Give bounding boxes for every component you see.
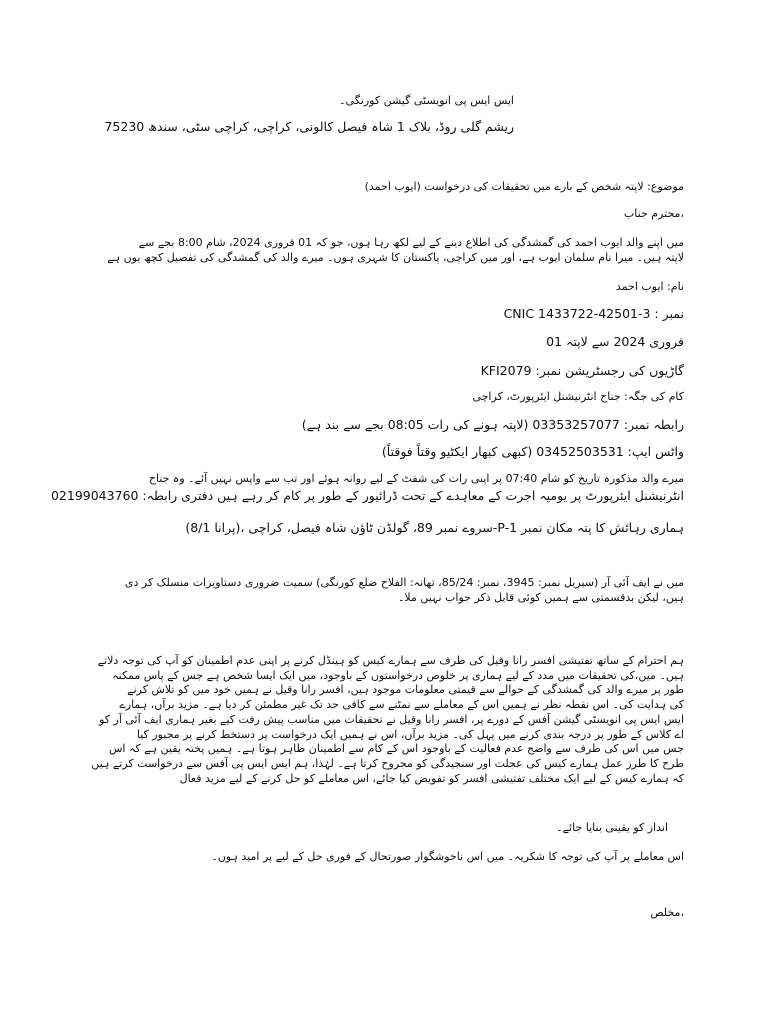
fir-paragraph — [84, 576, 684, 605]
complaint-tail: انداز کو یقینی بنایا جائے۔ — [556, 821, 668, 834]
recipient-address: ریشم گلی روڈ، بلاک 1 شاہ فیصل کالونی، کراچی، کراچی سٹی، سندھ 75230 — [104, 119, 514, 134]
complaint-line: کی ہدایت کی۔ اس نقطہ نظر نے ہمیں اس کے معاملے سے نمٹنے سے کافی حد تک غیر مطمئن کر دیا ہے۔ مزید برآں، ہمارے — [119, 698, 684, 712]
subject-line: موضوع: لاپتہ شخص کے بارے میں تحقیقات کی درخواست (ایوب احمد) — [364, 180, 684, 193]
complaint-line: اے کلاس کے طور پر درجہ بندی کرنے میں پہل کی۔ مزید برآں، اس نے ہمیں ایک درخواست پر دستخط کرنے پر مجبور کیا — [136, 727, 684, 741]
thanks-line: اس معاملے پر آپ کی توجہ کا شکریہ۔ میں اس ناخوشگوار صورتحال کے فوری حل کے لیے پر امید ہوں۔ — [211, 850, 684, 863]
detail-address: ہماری رہائش کا پتہ مکان نمبر P-1-سروے نمبر 89، گولڈن ٹاؤن شاہ فیصل، کراچی ،(پرانا 8/1) — [185, 520, 684, 535]
detail-whatsapp: واٹس ایپ: 03452503531 (کبھی کبھار ایکٹیو وقتاً فوقتاً) — [381, 444, 684, 459]
complaint-line: کہ ہمارے کیس کے لیے ایک مختلف تفتیشی افسر کو تفویض کیا جائے، اس معاملے کو حل کرنے کے لیے مزید فعال — [179, 771, 684, 785]
complaint-line: ہم احترام کے ساتھ تفتیشی افسر رانا وقیل کی طرف سے ہمارے کیس کو ہینڈل کرنے پر اپنی عدم اطمینان کو آپ کی توجہ دلاتے — [97, 654, 684, 667]
complaint-line: طرح کا طرز عمل ہمارے کیس کی عجلت اور سنجیدگی کو مجروح کرتا ہے۔ لہٰذا، ہم ایس ایس پی آفس سے درخواست کرتے ہیں — [91, 756, 684, 770]
complaint-line: جس میں اس کی طرف سے واضح عدم فعالیت کے باوجود اس کے کام سے اطمینان ظاہر ہوتا ہے۔ ہمیں پختہ یقین ہے کہ اس — [108, 742, 684, 756]
detail-workplace: کام کی جگہ: جناح انٹرنیشنل ایئرپورٹ، کراچی — [472, 390, 684, 403]
fir-line: میں نے ایف آئی آر (سیریل نمبر: 3945، نمبر: 85/24، تھانہ: الفلاح ضلع کورنگی) سمیت ضروری دستاویزات منسلک کر دی — [124, 576, 684, 589]
detail-vehicle: KFI2079 :گاڑیوں کی رجسٹریشن نمبر — [480, 363, 684, 378]
detail-missing-since: فروری 2024 سے لاپتہ 01 — [546, 334, 684, 349]
shift-paragraph — [50, 470, 684, 504]
shift-line: انٹرنیشنل ایئرپورٹ پر یومیہ اجرت کے معاہدے کے تحت ڈرائیور کے طور پر کام کر رہے ہیں دفتری رابطہ: 02199043760 — [50, 488, 684, 503]
detail-name: نام: ایوب احمد — [615, 280, 684, 293]
detail-contact: رابطہ نمبر: 03353257077 (لاپتہ ہونے کی رات 08:05 بجے سے بند ہے) — [301, 417, 684, 432]
fir-line: ہیں، لیکن بدقسمتی سے ہمیں کوئی قابل ذکر جواب نہیں ملا۔ — [397, 590, 684, 604]
complaint-line: طور پر میرے والد کی گمشدگی کے حوالے سے قیمتی معلومات موجود ہیں، افسر رانا وقیل نے ہمیں خود میں کو تلاش کرنے — [127, 683, 684, 697]
salutation: ،محترم جناب — [623, 207, 684, 220]
shift-line: میرے والد مذکورہ تاریخ کو شام 07:40 پر اپنی رات کی شفٹ کے لیے روانہ ہوئے اور تب سے واپس نہیں آئے۔ وہ جناح — [148, 472, 684, 485]
intro-line: لاپتہ ہیں۔ میرا نام سلمان ایوب ہے، اور میں کراچی، پاکستان کا شہری ہوں۔ میرے والد کی گمشدگی کی تفصیل کچھ یوں ہے — [107, 250, 684, 264]
closing: ،مخلص — [650, 906, 684, 919]
intro-paragraph — [84, 236, 684, 265]
complaint-paragraph — [84, 654, 684, 786]
intro-line: میں اپنے والد ایوب احمد کی گمشدگی کی اطلاع دینے کے لیے لکھ رہا ہوں، جو کہ 01 فروری 2024، شام 8:00 بجے سے — [138, 236, 684, 249]
complaint-line: ایس ایس پی انویسٹی گیشن آفس کے دورے پر، افسر رانا وقیل نے تحقیقات میں مناسب پیش رفت کیے بغیر ہماری ایف آئی آر کو — [99, 712, 684, 726]
detail-cnic: CNIC نمبر : 3-42501-1433722 — [503, 306, 684, 321]
recipient-title: ایس ایس پی انویسٹی گیشن کورنگی۔ — [339, 94, 514, 107]
complaint-line: ہیں۔ میں،کی تحقیقات میں مدد کے لیے ہماری پر خلوص درخواستوں کے باوجود، میں ایک ایسا شخص ہے جس کے پاس ممکنہ — [112, 668, 684, 682]
